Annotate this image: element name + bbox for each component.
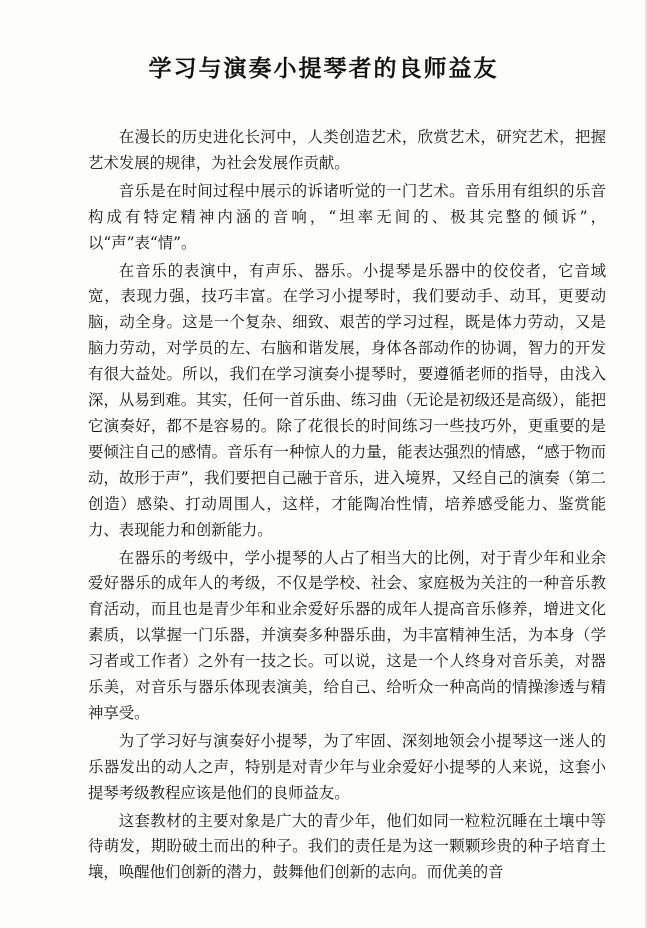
paragraph-5: 为了学习好与演奏好小提琴，为了牢固、深刻地领会小提琴这一迷人的乐器发出的动人之声，特别是对青少年与业余爱好小提琴的人来说，这套小提琴考级教程应该是他们的良师益友。 bbox=[88, 731, 606, 802]
page-title: 学习与演奏小提琴者的良师益友 bbox=[148, 56, 499, 82]
paragraph-4: 在器乐的考级中，学小提琴的人占了相当大的比例，对于青少年和业余爱好器乐的成年人的考级，不仅是学校、社会、家庭极为关注的一种音乐教育活动，而且也是青少年和业余爱好乐器的成年人提高音乐修养，增进文化素质，以掌握一门乐器，并演奏多种器乐曲，为丰富精神生活，为本身（学习者或工作者）之外有一技之长。可以说，这是一个人终身对音乐美，对器乐美，对音乐与器乐体现表演美，给自己、给听众一种高尚的情操渗透与精神享受。 bbox=[88, 548, 606, 722]
paragraph-3: 在音乐的表演中，有声乐、器乐。小提琴是乐器中的佼佼者，它音域宽，表现力强，技巧丰富。在学习小提琴时，我们要动手、动耳，更要动脑，动全身。这是一个复杂、细致、艰苦的学习过程，既是体力劳动，又是脑力劳动，对学员的左、右脑和谐发展，身体各部动作的协调，智力的开发有很大益处。所以，我们在学习演奏小提琴时，要遵循老师的指导，由浅入深，从易到难。其实，任何一首乐曲、练习曲（无论是初级还是高级），能把它演奏好，都不是容易的。除了花很长的时间练习一些技巧外，更重要的是要倾注自己的感情。音乐有一种惊人的力量，能表达强烈的情感，“感于物而动，故形于声”，我们要把自己融于音乐，进入境界，又经自己的演奏（第二创造）感染、打动周围人，这样，才能陶冶性情，培养感受能力、鉴赏能力、表现能力和创新能力。 bbox=[88, 261, 606, 539]
paragraph-6: 这套教材的主要对象是广大的青少年，他们如同一粒粒沉睡在土壤中等待萌发，期盼破土而出的种子。我们的责任是为这一颗颗珍贵的种子培育土壤，唤醒他们创新的潜力，鼓舞他们创新的志向。而优美的音 bbox=[88, 811, 606, 882]
body-text bbox=[88, 125, 606, 888]
paragraph-1: 在漫长的历史进化长河中，人类创造艺术，欣赏艺术，研究艺术，把握艺术发展的规律，为社会发展作贡献。 bbox=[88, 128, 606, 172]
paragraph-2: 音乐是在时间过程中展示的诉诸听觉的一门艺术。音乐用有组织的乐音构成有特定精神内涵的音响，“坦率无间的、极其完整的倾诉”，以“声”表“情”。 bbox=[88, 181, 606, 252]
